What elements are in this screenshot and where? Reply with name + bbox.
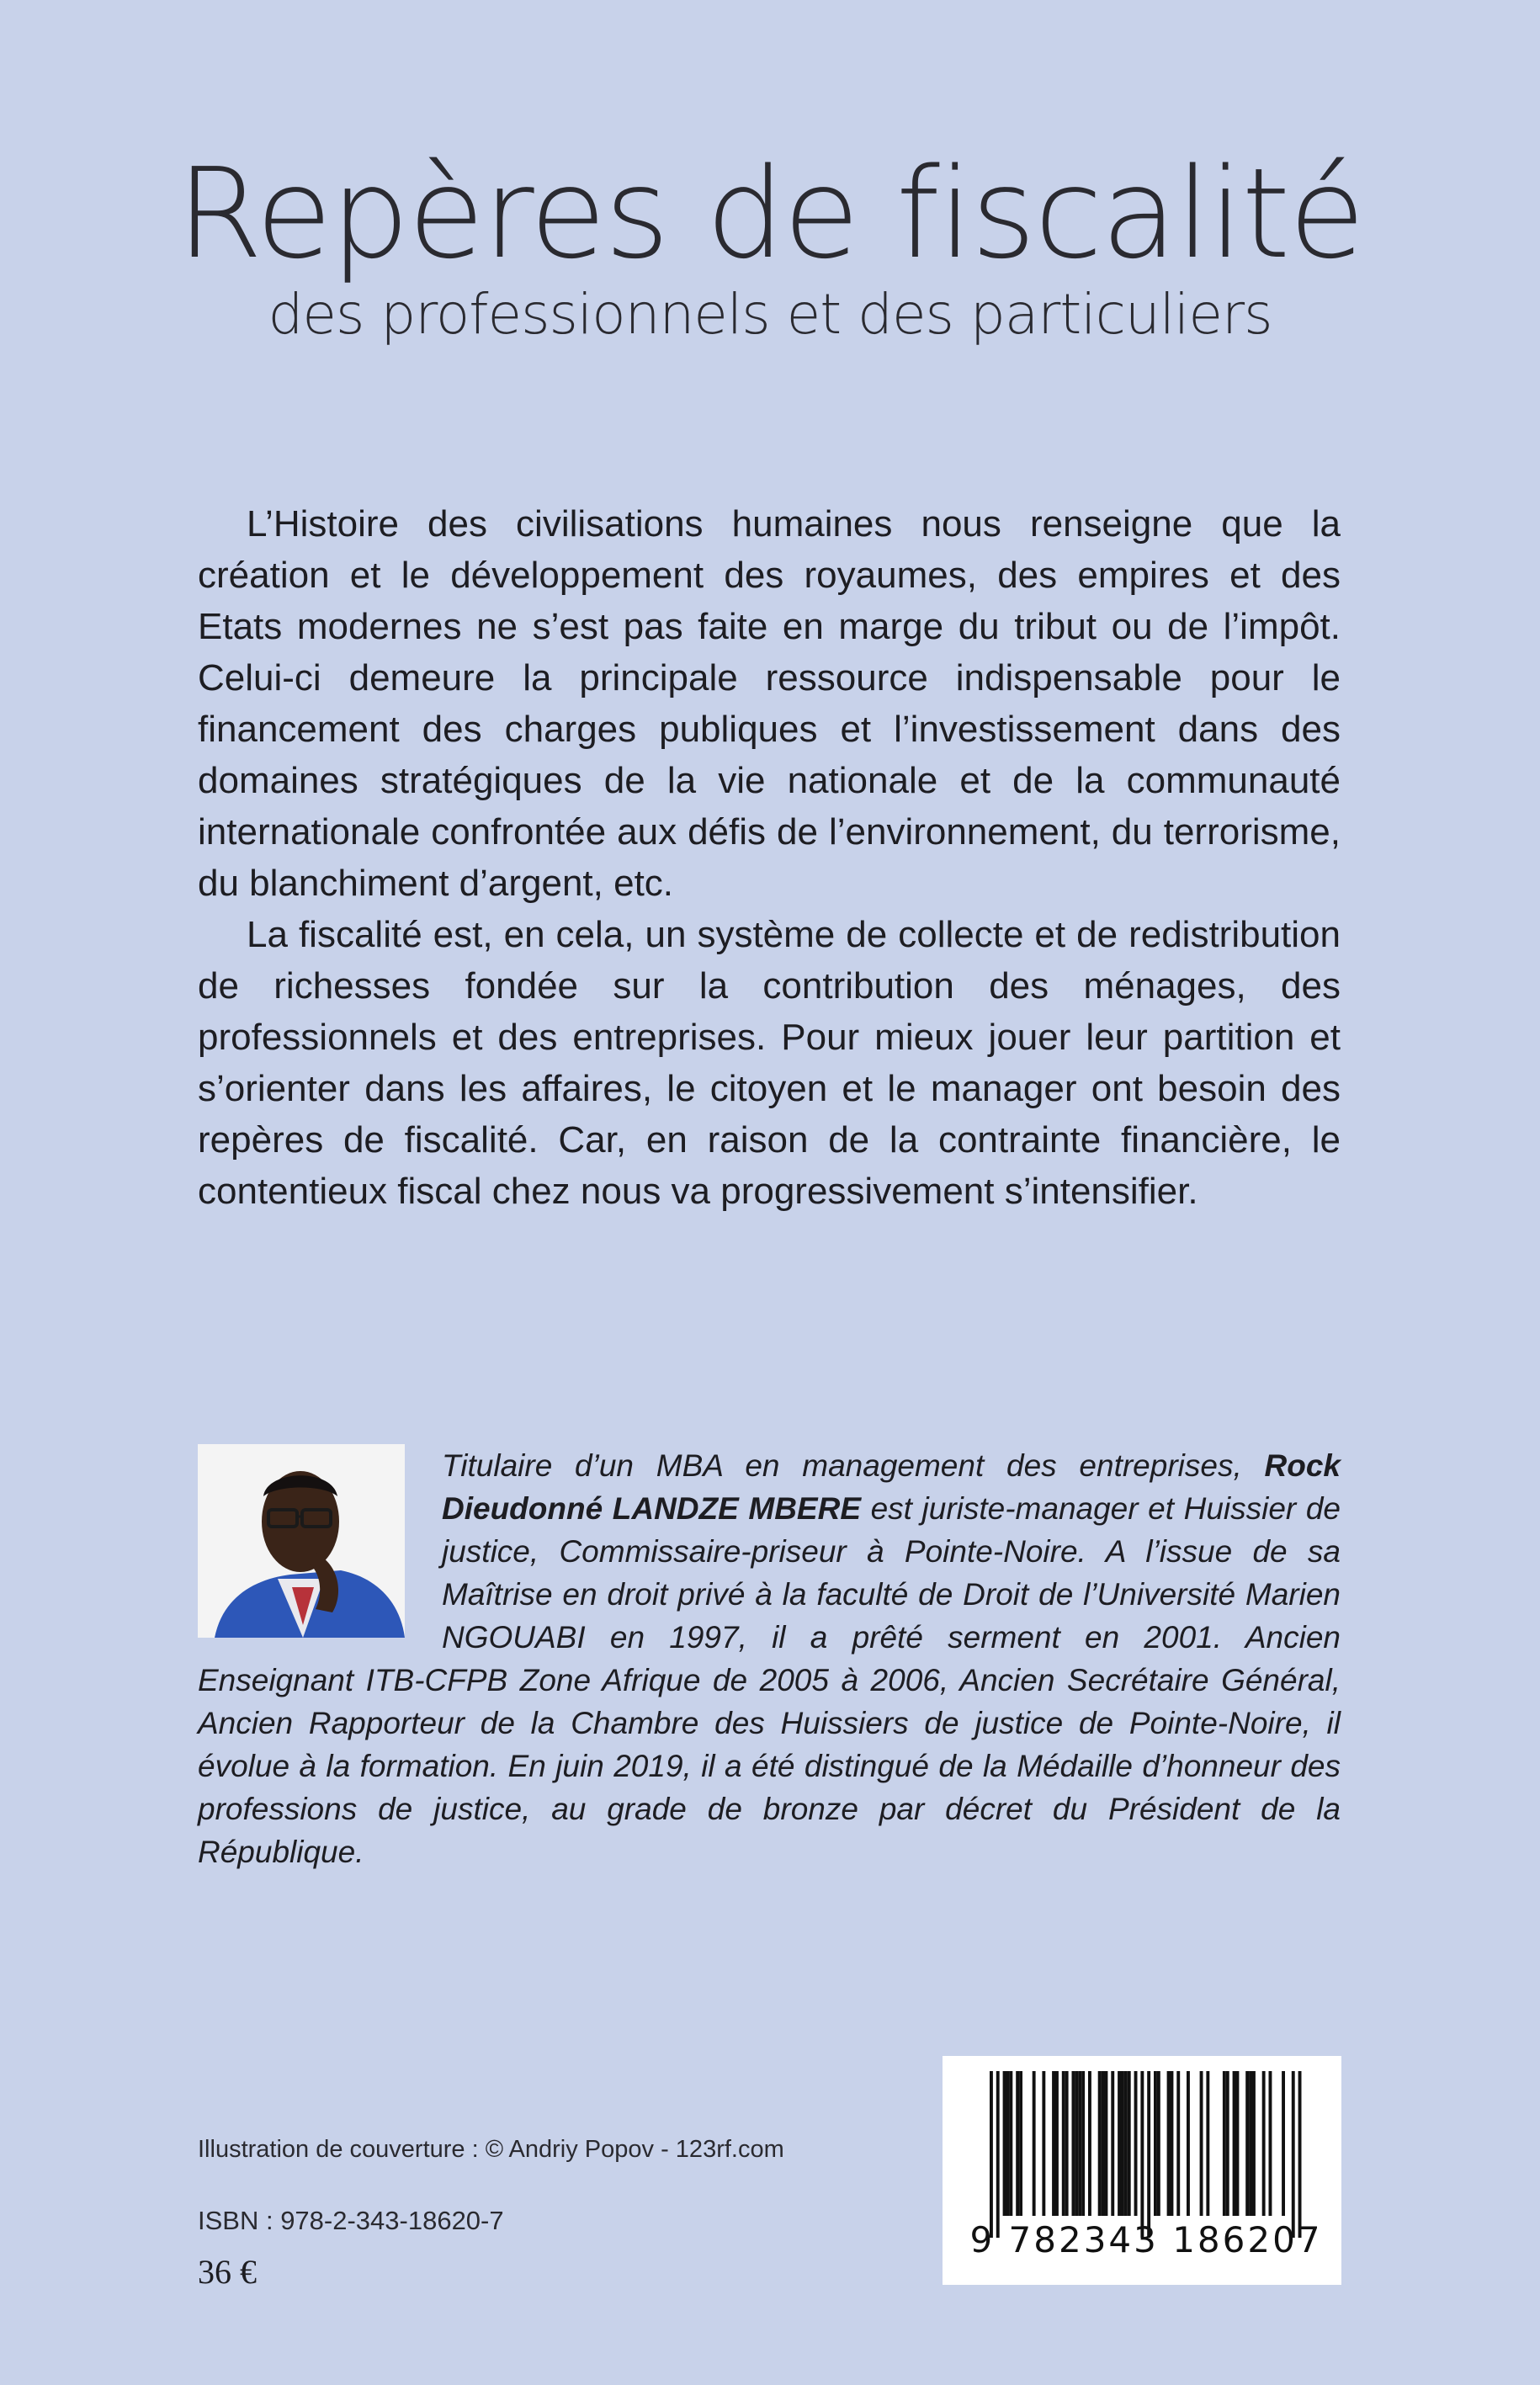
barcode-bar [1118,2071,1121,2216]
author-bio-intro: Titulaire d’un MBA en management des entreprises, [442,1448,1265,1483]
barcode-bar [1226,2071,1229,2216]
barcode-bar [1171,2071,1174,2216]
barcode-bar [1111,2071,1114,2216]
barcode-bar [1033,2071,1036,2216]
barcode-bar [1292,2071,1295,2238]
barcode-bar [1016,2071,1019,2216]
author-bio-text: est juriste-manager et Huissier de justice, Commissaire-priseur à Pointe-Noire. A l’issue de sa Maîtrise en droit privé à la faculté de Droit de l’Université Marien NGOUABI en 1997, il a prêté serment en 2001. Ancien Enseignant ITB-CFPB Zone Afrique de 2005 à 2006, Ancien Secrétaire Général, Ancien Rapporteur de la Chambre des Huissiers de justice de Pointe-Noire, il évolue à la formation. En juin 2019, il a été distingué de la Médaille d’honneur des professions de justice, au grade de bronze par décret du Président de la République. [198,1491,1341,1869]
barcode-bar [1282,2071,1285,2216]
barcode-bar [1055,2071,1059,2216]
barcode-bar [1167,2071,1171,2216]
book-blurb [198,498,1341,1217]
barcode-bar [1200,2071,1203,2216]
barcode-bar [1098,2071,1102,2216]
barcode-bar [1298,2071,1302,2238]
barcode-bar [1124,2071,1128,2216]
author-section [198,1444,1341,1873]
barcode-bar [1147,2071,1150,2238]
blurb-paragraph: L’Histoire des civilisations humaines nous renseigne que la création et le développement des royaumes, des empires et des Etats modernes ne s’est pas faite en marge du tribut ou de l’impôt. Celui-ci demeure la principale ressource indispensable pour le financement des charges publiques et l’investissement dans des domaines stratégiques de la vie nationale et de la communauté internationale confrontée aux défis de l’environnement, du terrorisme, du blanchiment d’argent, etc. [198,503,1341,904]
barcode-bar [1249,2071,1252,2216]
barcode-bar [1206,2071,1209,2216]
barcode-bar [1121,2071,1124,2216]
author-name: Rock Dieudonné LANDZE MBERE [442,1448,1341,1526]
barcode-bar [1102,2071,1105,2216]
book-subtitle: des professionnels et des particuliers [268,282,1272,347]
barcode-bar [1154,2071,1157,2216]
barcode-bar [990,2071,993,2238]
barcode-digits: 9 782343 186207 [969,2219,1323,2260]
isbn: ISBN : 978-2-343-18620-7 [198,2206,504,2235]
author-photo [198,1444,405,1638]
barcode-bar [1105,2071,1108,2216]
cover-illustration-credit: Illustration de couverture : © Andriy Popov - 123rf.com [198,2136,784,2163]
barcode-bar [1245,2071,1249,2216]
price: 36 € [198,2253,257,2291]
barcode-bar [1072,2071,1075,2216]
barcode [943,2056,1341,2285]
barcode-bar [996,2071,1000,2238]
book-title: Repères de fiscalité [176,141,1364,286]
barcode-bar [1157,2071,1160,2216]
barcode-bar [1134,2071,1138,2216]
barcode-bar [1262,2071,1266,2216]
barcode-bar [1236,2071,1240,2216]
barcode-bar [1042,2071,1045,2216]
barcode-bar [1075,2071,1078,2216]
barcode-bar [1006,2071,1010,2216]
barcode-bar [1052,2071,1055,2216]
barcode-bar [1140,2071,1144,2238]
blurb-paragraph: La fiscalité est, en cela, un système de collecte et de redistribution de richesses fondée sur la contribution des ménages, des professionnels et des entreprises. Pour mieux jouer leur partition et s’orienter dans les affaires, le citoyen et le manager ont besoin des repères de fiscalité. Car, en raison de la contrainte financière, le contentieux fiscal chez nous va progressivement s’intensifier. [198,914,1341,1212]
barcode-bar [1062,2071,1065,2216]
barcode-bar [1233,2071,1236,2216]
barcode-bar [1176,2071,1180,2216]
barcode-bar [1003,2071,1006,2216]
barcode-bar [1078,2071,1081,2216]
barcode-bar [1081,2071,1085,2216]
barcode-bar [1128,2071,1131,2216]
barcode-bar [1009,2071,1012,2216]
barcode-bar [1223,2071,1226,2216]
barcode-bar [1252,2071,1256,2216]
barcode-bar [1269,2071,1272,2216]
barcode-bar [1187,2071,1190,2216]
barcode-bar [1088,2071,1091,2216]
barcode-bar [1019,2071,1022,2216]
barcode-bar [1065,2071,1069,2216]
